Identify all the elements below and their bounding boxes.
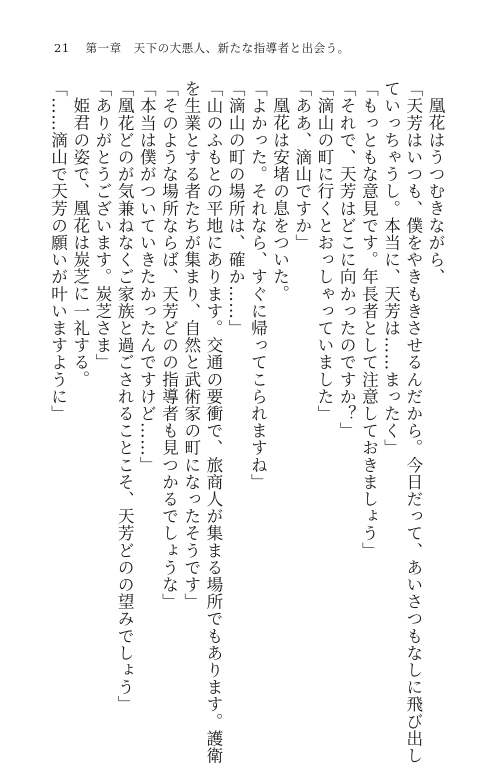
text-line: を生業とする者たちが集まり、自然と武術家の町になったそうです」	[181, 80, 201, 611]
text-line: 「それで、天芳はどこに向かったのですか？」	[337, 80, 357, 440]
text-line: 「もっともな意見です。年長者として注意しておきましょう」	[359, 80, 379, 559]
text-line: ていっちゃうし。本当に、天芳は……まったく」	[381, 80, 401, 457]
chapter-title: 第一章 天下の大悪人、新たな指導者と出会う。	[85, 41, 350, 55]
text-line: 「そのような場所ならば、天芳どのの指導者も見つかるでしょうな」	[159, 80, 179, 611]
text-line: 「よかった。それなら、すぐに帰ってこられますね」	[248, 80, 268, 491]
text-line: 「凰花どのが気兼ねなくご家族と過ごされることこそ、天芳どのの望みでしょう」	[115, 80, 135, 713]
text-line: 「ああ、滴山ですか」	[292, 80, 312, 251]
page-number: 21	[54, 41, 70, 55]
text-line: 「山のふもとの平地にあります。交通の要衝で、旅商人が集まる場所でもあります。護衛	[203, 80, 223, 764]
text-line: 凰花は安堵の息をついた。	[270, 96, 290, 302]
text-line: 「滴山の町に行くとおっしゃっていました」	[314, 80, 334, 422]
text-line: 「ありがとうございます。炭芝さま」	[92, 80, 112, 371]
text-line: 凰花はうつむきながら、	[426, 96, 445, 285]
running-header	[54, 40, 350, 56]
text-line: 「滴山の町の場所は、確か……」	[226, 80, 246, 337]
text-line: 「本当は僕がついていきたかったんですけど……」	[137, 80, 157, 474]
text-line: 「天芳はいつも、僕をやきもきさせるんだから。今日だって、あいさつもなしに飛び出し	[403, 80, 423, 764]
text-line: 「……滴山で天芳の願いが叶いますように」	[48, 80, 68, 422]
vertical-text-body	[48, 80, 446, 764]
text-line: 姫君の姿で、凰花は炭芝に一礼する。	[70, 96, 90, 388]
